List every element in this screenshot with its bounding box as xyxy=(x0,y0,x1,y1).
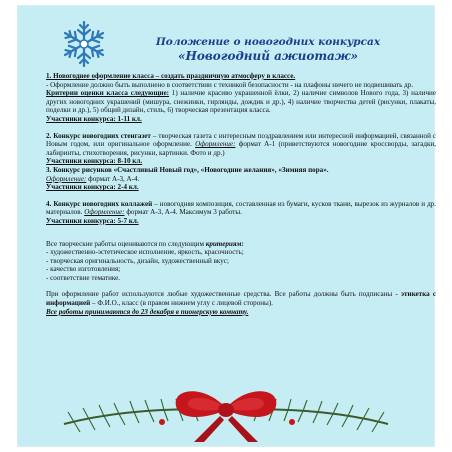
notes-text: При оформление работ используются любые художественные средства. Все работы должны быть подписаны - этикетка с информацией – Ф.И.О., класс (в правом нижнем углу с лицевой стороны). xyxy=(46,290,436,308)
section-1-participants: Участники конкурса: 1-11 кл. xyxy=(46,114,142,123)
evaluation-criterion: - качество изготовления; xyxy=(46,265,121,274)
section-1-heading: 1. Новогоднее оформление класса – создать праздничную атмосферу в классе. xyxy=(46,72,296,80)
section-2-text: 2. Конкурс новогодних стенгазет – творческая газета с интересным поздравлением или интересной информацией, связанной с Новым годом, или оригинальное оформление. Оформление: формат А-1 (приветствуются новогодние кроссворды, загадки, лабиринты, стихотворения, рисунки, картинки. Фото и др.) xyxy=(46,131,437,157)
section-4-text: 4. Конкурс новогодних коллажей – новогодняя композиция, составленная из бумаги, кусков ткани, вырезок из журналов и др. материалов. Оформление: формат А-3, А-4. Максимум 3 работы. xyxy=(46,199,436,217)
evaluation-criterion: - художественно-эстетическое исполнение, яркость, красочность; xyxy=(46,248,244,257)
section-3-participants: Участники конкурса: 2-4 кл. xyxy=(46,183,139,192)
title-line-2: «Новогодний ажиотаж» xyxy=(177,49,358,63)
christmas-bow-icon xyxy=(44,376,408,444)
deadline-text: Все работы принимаются до 23 декабря в пионерскую комнату. xyxy=(46,307,249,316)
title-line-1: Положение о новогодних конкурсах xyxy=(155,36,381,48)
document-sheet xyxy=(18,6,437,446)
section-2-participants: Участники конкурса: 8-10 кл. xyxy=(46,157,143,166)
evaluation-criterion: - творческая оригинальность, дизайн, художественный вкус; xyxy=(46,256,229,265)
document-body xyxy=(46,72,436,316)
section-1-text: - Оформление должно быть выполнено в соответствии с техникой безопасности - на плафоны ничего не подвешивать др. xyxy=(46,80,414,89)
evaluation-criterion: - соответствие тематике. xyxy=(46,273,121,282)
section-1-criteria: Критерии оценки класса следующие: 1) наличие красиво украшенной ёлки, 2) наличие символов Нового года, 3) наличие других новогодних украшений (мишура, снежинки, гирлянды, дождик и др.), 4) наличие творчества детей (рисунки, плакаты, поделки и др.), 5) общий дизайн, стиль, 6) творческая презентация класса. xyxy=(46,89,437,115)
evaluation-intro: Все творческие работы оцениваются по следующим критериям: xyxy=(46,239,244,248)
section-3-design: Оформление: формат А-3, А-4. xyxy=(46,174,140,183)
snowflake-icon xyxy=(58,18,110,70)
document-title xyxy=(118,36,418,63)
section-3-heading: 3. Конкурс рисунков «Счастливый Новый год», «Новогодние желания», «Зимняя пора». xyxy=(46,165,329,174)
section-4-participants: Участники конкурса: 5-7 кл. xyxy=(46,216,139,225)
